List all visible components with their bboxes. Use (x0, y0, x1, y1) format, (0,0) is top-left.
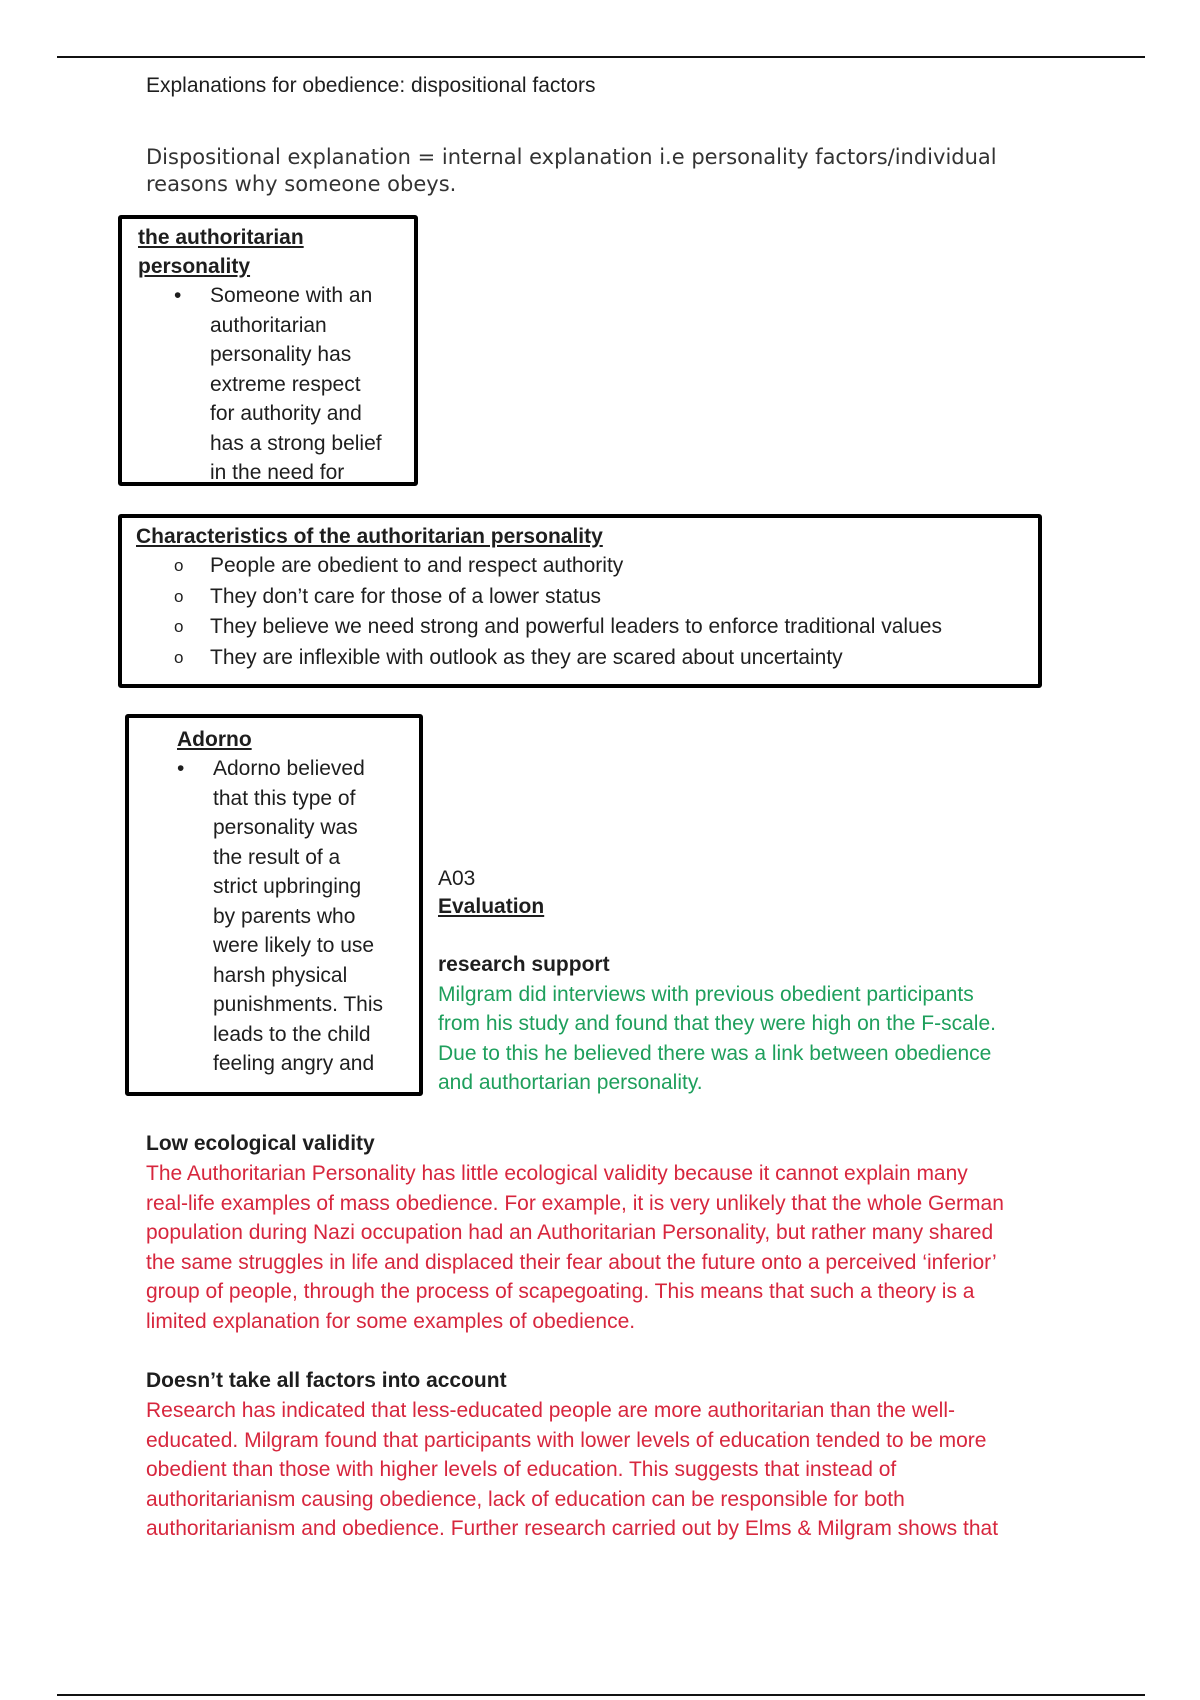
a03-label: A03 (438, 867, 476, 890)
authoritarian-line: for authority and (210, 402, 362, 425)
intro-paragraph: Dispositional explanation = internal explanation i.e personality factors/individual reasons why someone obeys. (146, 145, 997, 196)
adorno-line: feeling angry and (213, 1052, 375, 1075)
factors-line: authoritarianism causing obedience, lack of education can be responsible for both (146, 1487, 905, 1511)
adorno-line: by parents who (213, 904, 356, 928)
factors-heading: Doesn’t take all factors into account (146, 1369, 507, 1392)
low-validity-section (146, 1129, 1086, 1336)
bottom-rule (57, 1694, 1145, 1696)
research-support-line: Milgram did interviews with previous obedient participants (438, 982, 974, 1006)
adorno-line: leads to the child (213, 1022, 371, 1046)
characteristics-heading: Characteristics of the authoritarian personality (136, 525, 603, 548)
factors-line: educated. Milgram found that participants with lower levels of education tended to be more (146, 1428, 987, 1452)
authoritarian-line: personality has (210, 343, 352, 366)
research-support-line: and authortarian personality. (438, 1071, 703, 1094)
adorno-line: strict upbringing (213, 875, 362, 898)
authoritarian-heading-2: personality (138, 255, 251, 278)
authoritarian-line: in the need for (210, 461, 345, 484)
authoritarian-line: has a strong belief (210, 431, 382, 455)
adorno-line: that this type of (213, 786, 356, 810)
low-validity-line: The Authoritarian Personality has little ecological validity because it cannot explain many (146, 1162, 968, 1185)
factors-line: authoritarianism and obedience. Further research carried out by Elms & Milgram shows that (146, 1517, 999, 1540)
low-validity-line: the same struggles in life and displaced their fear about the future onto a perceived ‘inferior’ (146, 1250, 997, 1274)
authoritarian-line: • Someone with an (210, 281, 408, 311)
authoritarian-line: extreme respect (210, 372, 361, 396)
research-support-line: from his study and found that they were high on the F-scale. (438, 1012, 996, 1035)
characteristic-item: o They believe we need strong and powerful leaders to enforce traditional values (210, 612, 1026, 643)
low-validity-line: population during Nazi occupation had an Authoritarian Personality, but rather many shared (146, 1221, 994, 1244)
adorno-heading: Adorno (177, 728, 252, 751)
research-support-line: Due to this he believed there was a link between obedience (438, 1041, 992, 1065)
factors-line: obedient than those with higher levels of education. This suggests that instead of (146, 1458, 897, 1481)
evaluation-heading: Evaluation (438, 894, 545, 918)
low-validity-line: group of people, through the process of scapegoating. This means that such a theory is a (146, 1280, 975, 1303)
page-title: Explanations for obedience: dispositional factors (146, 74, 596, 97)
characteristic-item: o People are obedient to and respect authority (210, 551, 1026, 582)
top-rule (57, 56, 1145, 58)
factors-section (146, 1366, 1086, 1544)
low-validity-heading: Low ecological validity (146, 1132, 375, 1155)
characteristic-item: o They are inflexible with outlook as they are scared about uncertainty (210, 643, 1026, 674)
low-validity-line: limited explanation for some examples of obedience. (146, 1309, 636, 1333)
research-support-heading: research support (438, 952, 610, 976)
adorno-line: harsh physical (213, 963, 348, 987)
authoritarian-heading-1: the authoritarian (138, 226, 304, 249)
adorno-line: were likely to use (213, 934, 375, 957)
adorno-box (125, 714, 423, 1096)
evaluation-section (438, 864, 1078, 1098)
adorno-line: • Adorno believed (213, 754, 417, 784)
characteristics-box (118, 514, 1042, 688)
authoritarian-bullet (210, 281, 408, 486)
authoritarian-line: authoritarian (210, 313, 327, 337)
low-validity-line: real-life examples of mass obedience. For example, it is very unlikely that the whole German (146, 1191, 1004, 1215)
adorno-line: punishments. This (213, 993, 384, 1016)
adorno-line: personality was (213, 816, 358, 839)
authoritarian-box (118, 215, 418, 486)
adorno-line: the result of a (213, 845, 341, 869)
factors-line: Research has indicated that less-educated people are more authoritarian than the well- (146, 1399, 955, 1422)
characteristic-item: o They don’t care for those of a lower status (210, 582, 1026, 613)
